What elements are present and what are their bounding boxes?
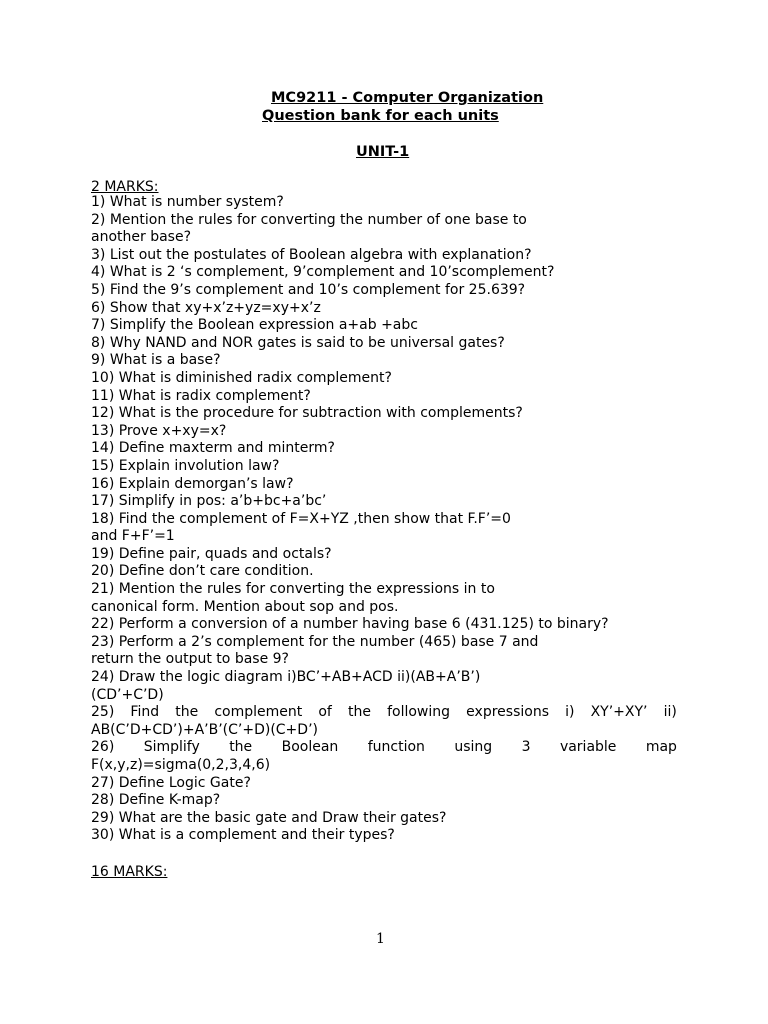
page-number: 1 [376,931,385,947]
question-line: 14) Define maxterm and minterm? [91,440,335,457]
question-line: 7) Simplify the Boolean expression a+ab +abc [91,317,418,334]
question-line: 18) Find the complement of F=X+YZ ,then show that F.F’=0 [91,510,511,527]
question-line: 29) What are the basic gate and Draw their gates? [91,809,447,826]
question-list [91,194,677,845]
question-line: 20) Define don’t care condition. [91,563,314,580]
word: using [454,739,493,756]
question-line: 12) What is the procedure for subtraction with complements? [91,405,523,422]
question-line: 28) Define K-map? [91,792,221,809]
word: of [318,704,332,721]
question-line: 4) What is 2 ‘s complement, 9’complement and 10’scomplement? [91,264,555,281]
word: function [367,739,425,756]
word: the [347,704,371,721]
question-line: 16) Explain demorgan’s law? [91,475,294,492]
section-2-marks-heading: 2 MARKS: [91,179,159,195]
question-line: return the output to base 9? [91,651,289,668]
question-line: 9) What is a base? [91,352,221,369]
question-line: 15) Explain involution law? [91,457,280,474]
word: Find [130,704,160,721]
question-line: 24) Draw the logic diagram i)BC’+AB+ACD ii)(AB+A’B’) [91,669,481,686]
question-line: 6) Show that xy+x’z+yz=xy+x’z [91,299,321,316]
question-26-justified-line [91,739,677,757]
question-line: and F+F’=1 [91,528,175,545]
question-line: 3) List out the postulates of Boolean algebra with explanation? [91,246,532,263]
word: 25) [91,704,115,721]
word: expressions [466,704,549,721]
question-line: 21) Mention the rules for converting the expressions in to [91,581,495,598]
question-25-justified-line [91,704,677,722]
question-line: 27) Define Logic Gate? [91,774,251,791]
question-line: 10) What is diminished radix complement? [91,369,392,386]
question-line: 2) Mention the rules for converting the number of one base to [91,211,527,228]
word: following [387,704,451,721]
word: 3 [521,739,531,756]
question-line: F(x,y,z)=sigma(0,2,3,4,6) [91,757,271,773]
question-line: 11) What is radix complement? [91,387,311,404]
question-line: 30) What is a complement and their types? [91,827,395,844]
question-line: canonical form. Mention about sop and pos. [91,598,399,615]
question-line: another base? [91,229,192,246]
question-line: 5) Find the 9’s complement and 10’s complement for 25.639? [91,281,526,298]
unit-heading: UNIT-1 [356,144,410,160]
word: Boolean [281,739,339,756]
word: 26) [91,739,115,756]
question-line: 23) Perform a 2’s complement for the number (465) base 7 and [91,633,539,650]
question-line: 19) Define pair, quads and octals? [91,545,332,562]
word: map [645,739,677,756]
word: Simplify [143,739,200,756]
word: XY’+XY’ [590,704,648,721]
question-line: 17) Simplify in pos: a’b+bc+a’bc’ [91,493,327,510]
question-line: 1) What is number system? [91,194,284,210]
question-line: 13) Prove x+xy=x? [91,422,227,439]
document-subtitle: Question bank for each units [262,108,499,124]
question-line: AB(C’D+CD’)+A’B’(C’+D)(C+D’) [91,721,318,738]
word: i) [565,704,575,721]
word: complement [214,704,303,721]
word: the [175,704,199,721]
question-line: 22) Perform a conversion of a number having base 6 (431.125) to binary? [91,616,609,633]
word: variable [559,739,617,756]
section-16-marks-heading: 16 MARKS: [91,864,168,880]
document-title: MC9211 - Computer Organization [271,90,544,106]
question-line: 8) Why NAND and NOR gates is said to be universal gates? [91,334,505,351]
word: ii) [663,704,677,721]
word: the [229,739,253,756]
question-line: (CD’+C’D) [91,686,164,703]
